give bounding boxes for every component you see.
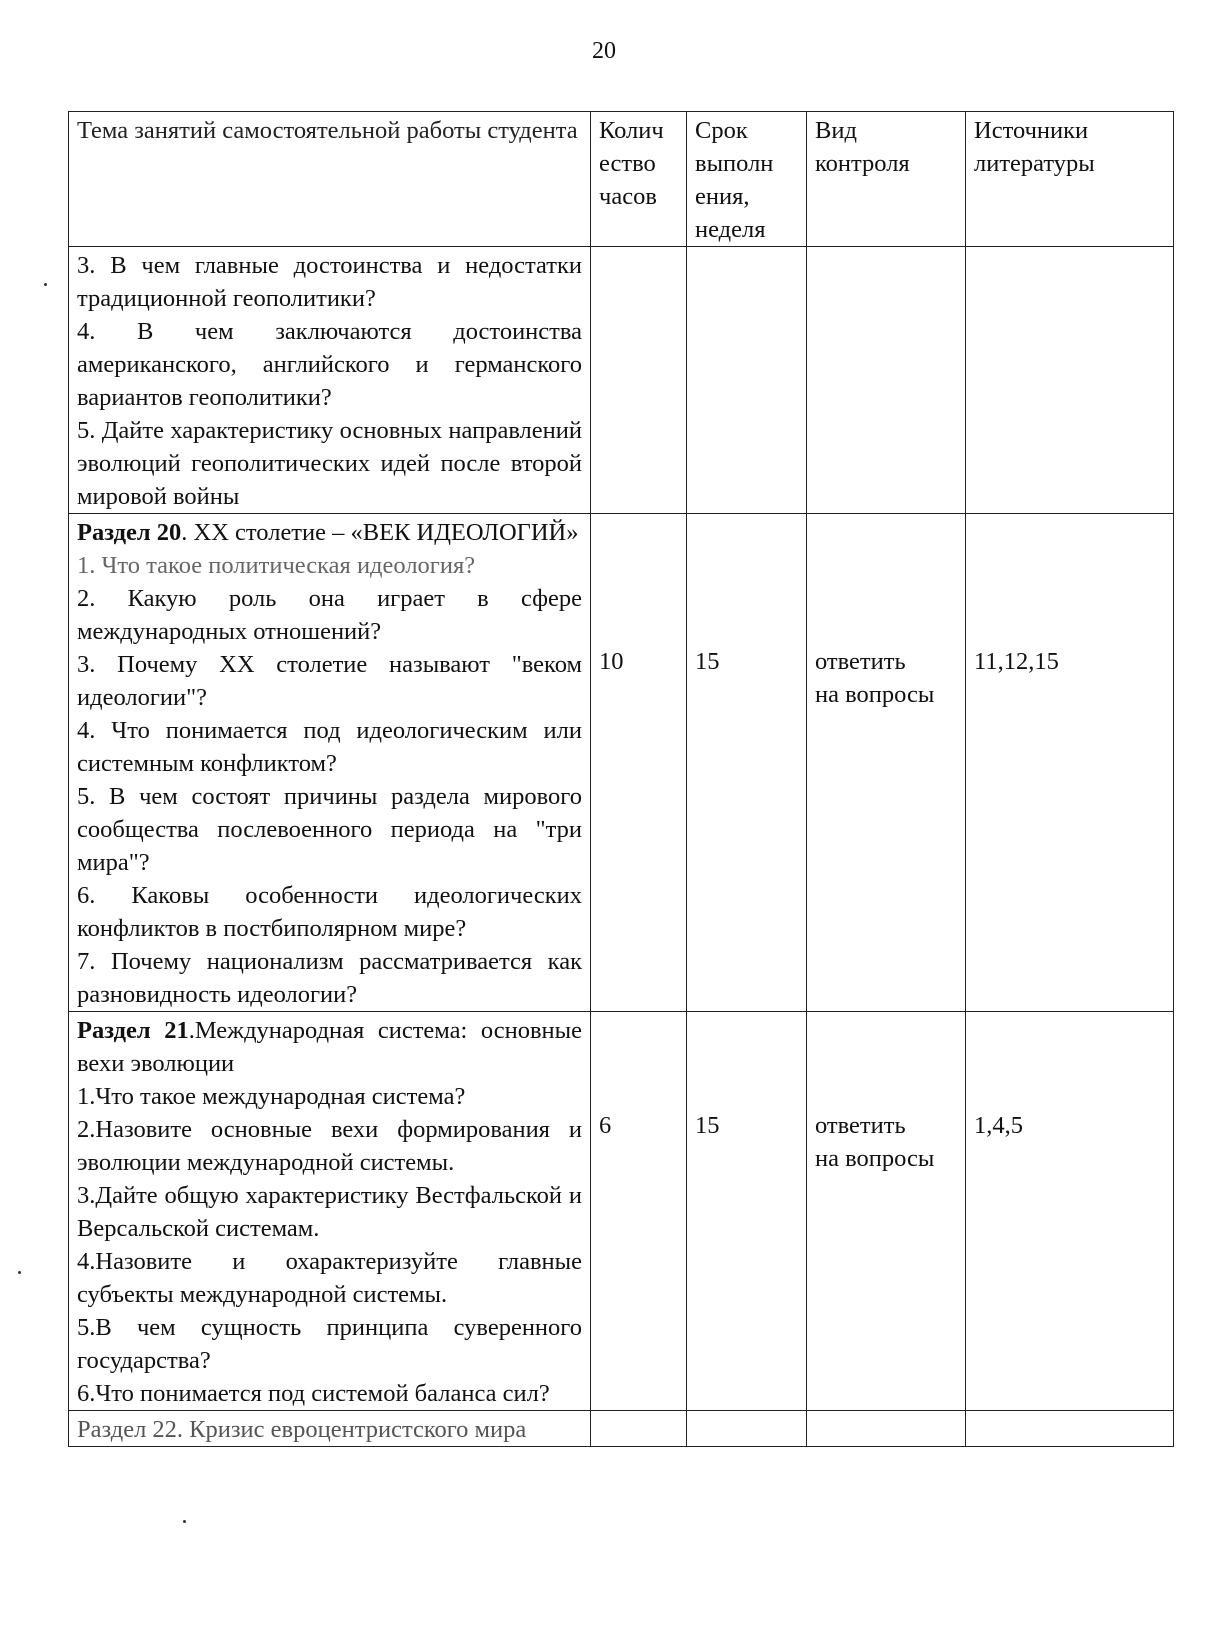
empty-cell bbox=[966, 1411, 1174, 1447]
scan-speck bbox=[18, 1271, 21, 1274]
section-word: Раздел bbox=[77, 519, 151, 546]
header-deadline-line: ения, bbox=[695, 183, 750, 210]
question-item: 6. Каковы особенности идеологических конфликтов в постбиполярном мире? bbox=[77, 882, 582, 942]
header-hours-line: ество bbox=[599, 150, 656, 177]
empty-cell bbox=[591, 1411, 687, 1447]
control-line: на вопросы bbox=[815, 681, 935, 708]
scan-speck bbox=[44, 283, 47, 286]
header-sources bbox=[966, 112, 1174, 247]
header-deadline-line: Срок bbox=[695, 117, 748, 144]
question-item: 7. Почему национализм рассматривается как разновидность идеологии? bbox=[77, 948, 582, 1008]
section-20-deadline: 15 bbox=[687, 514, 807, 1012]
header-topic-label: Тема занятий самостоятельной работы студента bbox=[77, 117, 578, 144]
empty-cell bbox=[687, 247, 807, 514]
section-title: .Международная система: основные вехи эволюции bbox=[77, 1017, 582, 1077]
section-number: 21 bbox=[164, 1017, 189, 1044]
question-item: 2.Назовите основные вехи формирования и эволюции международной системы. bbox=[77, 1116, 582, 1176]
section-22-topic-cell bbox=[69, 1411, 591, 1447]
header-deadline-line: неделя bbox=[695, 216, 766, 243]
header-topic bbox=[69, 112, 591, 247]
question-item: 1. Что такое политическая идеология? bbox=[77, 552, 476, 579]
empty-cell bbox=[966, 247, 1174, 514]
header-control-line: контроля bbox=[815, 150, 910, 177]
question-item: 3.Дайте общую характеристику Вестфальской и Версальской системам. bbox=[77, 1182, 582, 1242]
header-control bbox=[807, 112, 966, 247]
question-item: 3. Почему XX столетие называют "веком идеологии"? bbox=[77, 651, 582, 711]
section-21-deadline: 15 bbox=[687, 1012, 807, 1411]
question-item: 5. Дайте характеристику основных направлений эволюций геополитических идей после второй мировой войны bbox=[77, 417, 582, 510]
question-item: 5.В чем сущность принципа суверенного государства? bbox=[77, 1314, 582, 1374]
header-control-line: Вид bbox=[815, 117, 857, 144]
section-20-hours: 10 bbox=[591, 514, 687, 1012]
section-20-heading bbox=[77, 516, 582, 549]
table-row bbox=[69, 514, 1174, 1012]
section-title: . XX столетие – «ВЕК ИДЕОЛОГИЙ» bbox=[181, 519, 579, 546]
header-sources-line: Источники bbox=[974, 117, 1089, 144]
section-number: 20 bbox=[156, 519, 182, 546]
question-item: 4. В чем заключаются достоинства американского, английского и германского вариантов геополитики? bbox=[77, 318, 582, 411]
section-21-sources: 1,4,5 bbox=[966, 1012, 1174, 1411]
question-item: 1.Что такое международная система? bbox=[77, 1083, 466, 1110]
table-row bbox=[69, 1411, 1174, 1447]
page-number: 20 bbox=[592, 38, 616, 64]
section-22-heading: Раздел 22. Кризис евроцентристского мира bbox=[77, 1416, 527, 1443]
section-21-topic-cell bbox=[69, 1012, 591, 1411]
question-item: 4. Что понимается под идеологическим или системным конфликтом? bbox=[77, 717, 582, 777]
section-20-sources: 11,12,15 bbox=[966, 514, 1174, 1012]
header-hours bbox=[591, 112, 687, 247]
question-item: 5. В чем состоят причины раздела мирового сообщества послевоенного периода на "три мира"? bbox=[77, 783, 582, 876]
header-deadline bbox=[687, 112, 807, 247]
header-hours-line: Колич bbox=[599, 117, 664, 144]
header-sources-line: литературы bbox=[974, 150, 1095, 177]
empty-cell bbox=[591, 247, 687, 514]
empty-cell bbox=[687, 1411, 807, 1447]
table-row bbox=[69, 1012, 1174, 1411]
continuation-topic-cell bbox=[69, 247, 591, 514]
header-hours-line: часов bbox=[599, 183, 657, 210]
empty-cell bbox=[807, 247, 966, 514]
section-word: Раздел bbox=[77, 1017, 151, 1044]
question-item: 6.Что понимается под системой баланса сил? bbox=[77, 1380, 550, 1407]
section-21-hours: 6 bbox=[591, 1012, 687, 1411]
control-line: ответить bbox=[815, 648, 906, 675]
table-row bbox=[69, 247, 1174, 514]
section-20-control bbox=[807, 514, 966, 1012]
header-deadline-line: выполн bbox=[695, 150, 774, 177]
section-21-heading bbox=[77, 1014, 582, 1080]
scan-speck bbox=[183, 1520, 186, 1523]
question-item: 4.Назовите и охарактеризуйте главные субъекты международной системы. bbox=[77, 1248, 582, 1308]
empty-cell bbox=[807, 1411, 966, 1447]
control-line: на вопросы bbox=[815, 1145, 935, 1172]
section-21-control bbox=[807, 1012, 966, 1411]
question-item: 2. Какую роль она играет в сфере международных отношений? bbox=[77, 585, 582, 645]
section-20-topic-cell bbox=[69, 514, 591, 1012]
control-line: ответить bbox=[815, 1112, 906, 1139]
self-study-table bbox=[68, 111, 1174, 1447]
question-item: 3. В чем главные достоинства и недостатки традиционной геополитики? bbox=[77, 252, 582, 312]
table-header-row bbox=[69, 112, 1174, 247]
